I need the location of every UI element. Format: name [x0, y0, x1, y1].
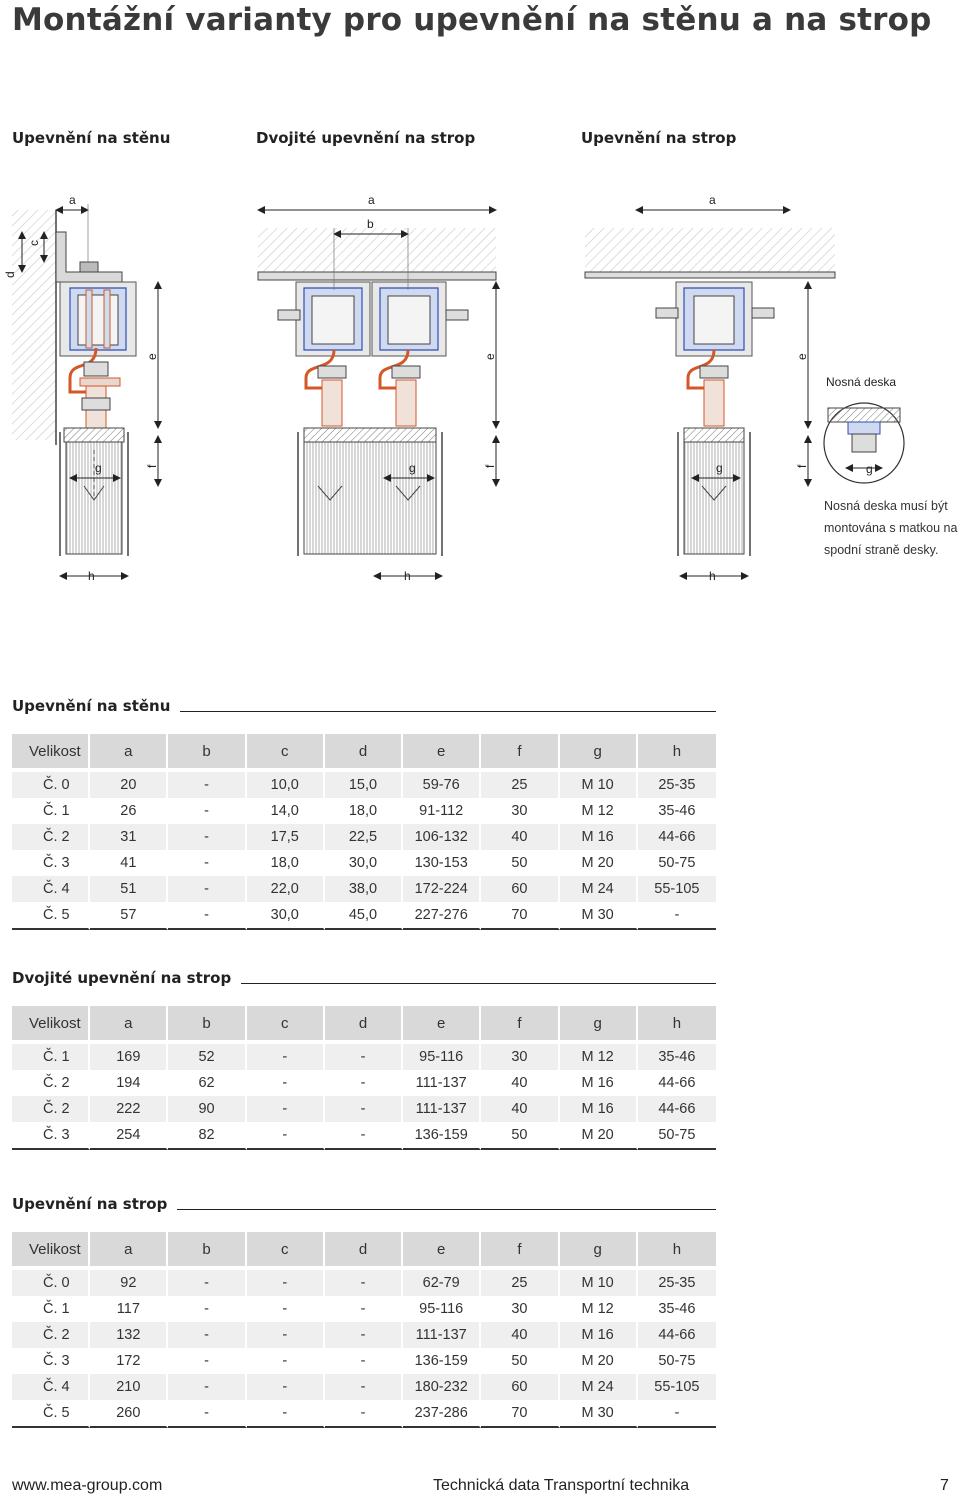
table-cell: 260: [90, 1400, 168, 1428]
table-cell: -: [168, 824, 246, 850]
double-ceiling-mount-figure: [258, 193, 497, 583]
column-header: e: [403, 734, 481, 768]
dim-label-e: e: [483, 353, 497, 360]
table-cell: 35-46: [658, 1301, 696, 1317]
table-cell: Č. 0: [12, 1270, 90, 1296]
column-header: b: [168, 734, 246, 768]
table-cell: 20: [90, 772, 168, 798]
column-header: e: [403, 1232, 481, 1266]
table-row: [12, 1096, 716, 1122]
column-header: c: [247, 1006, 325, 1040]
table-cell: 22,5: [325, 824, 403, 850]
table-cell: 55-105: [638, 876, 716, 902]
table-row: [12, 1044, 716, 1070]
table-row: [12, 1122, 716, 1150]
footer-page-number: 7: [940, 1477, 949, 1494]
table-cell: 136-159: [403, 1122, 481, 1150]
column-header: b: [168, 1006, 246, 1040]
table-cell: -: [247, 1044, 325, 1070]
table-cell: 44-66: [638, 1322, 716, 1348]
table-cell: 35-46: [658, 803, 696, 819]
dim-label-g: g: [716, 461, 723, 475]
table-header-row: [12, 1232, 716, 1266]
table-cell: 17,5: [247, 824, 325, 850]
column-header: d: [325, 1232, 403, 1266]
variant-label-double-ceiling: Dvojité upevnění na strop: [256, 129, 476, 147]
table-cell: Č. 2: [12, 1322, 90, 1348]
table-cell: -: [325, 1122, 403, 1150]
table-cell: -: [247, 1070, 325, 1096]
table-cell: -: [325, 1348, 403, 1374]
table-cell: Č. 2: [12, 1070, 90, 1096]
dim-label-a: a: [368, 193, 375, 207]
column-header: b: [168, 1232, 246, 1266]
table-cell: 50: [481, 1122, 559, 1150]
column-header: f: [481, 1232, 559, 1266]
table-cell: 111-137: [403, 1096, 481, 1122]
column-header: h: [638, 734, 716, 768]
table-cell: M 20: [560, 850, 638, 876]
column-header: d: [325, 1006, 403, 1040]
dim-label-h: h: [404, 569, 411, 583]
table-cell: 25-35: [638, 1270, 716, 1296]
table-cell: Č. 4: [12, 876, 90, 902]
table-cell: -: [638, 1400, 716, 1428]
variant-label-wall: Upevnění na stěnu: [12, 129, 171, 147]
dim-label-h: h: [709, 569, 716, 583]
column-header: a: [90, 1232, 168, 1266]
dim-label-h: h: [88, 569, 95, 583]
table-cell: 50-75: [658, 855, 696, 871]
table-cell: Č. 5: [12, 1400, 90, 1428]
table-cell: -: [325, 1270, 403, 1296]
dim-label-a: a: [69, 193, 76, 207]
table-cell: 44-66: [638, 1096, 716, 1122]
table-cell: 117: [90, 1296, 168, 1322]
table-cell: 57: [90, 902, 168, 930]
variant-label-ceiling: Upevnění na strop: [581, 129, 737, 147]
table-cell: 227-276: [403, 902, 481, 930]
table-cell: 50: [481, 850, 559, 876]
table-cell: 41: [90, 850, 168, 876]
table-cell: M 16: [560, 1096, 638, 1122]
table-cell: -: [325, 1322, 403, 1348]
table-cell: 44-66: [658, 1075, 696, 1091]
table-cell: 90: [168, 1096, 246, 1122]
table-cell: 169: [90, 1044, 168, 1070]
table-cell: -: [168, 1348, 246, 1374]
dim-label-g: g: [866, 462, 873, 476]
table-cell: 60: [481, 1374, 559, 1400]
footer-website[interactable]: www.mea-group.com: [12, 1477, 163, 1494]
table-cell: 50-75: [638, 1122, 716, 1150]
table-cell: 22,0: [247, 876, 325, 902]
table-cell: 38,0: [325, 876, 403, 902]
table-cell: 40: [481, 1096, 559, 1122]
table-cell: -: [247, 1096, 325, 1122]
table-cell: -: [325, 1296, 403, 1322]
table-cell: 70: [481, 1400, 559, 1428]
column-header: Velikost: [12, 1232, 90, 1266]
column-header: e: [403, 1006, 481, 1040]
table-cell: 70: [481, 902, 559, 930]
table-cell: 111-137: [403, 1322, 481, 1348]
table-cell: 50: [481, 1348, 559, 1374]
dim-label-b: b: [367, 217, 374, 231]
column-header: a: [90, 1006, 168, 1040]
table-cell: -: [325, 1400, 403, 1428]
dim-label-f: f: [483, 464, 497, 468]
table-cell: 30: [481, 1044, 559, 1070]
table-cell: Č. 1: [12, 1296, 90, 1322]
table-cell: 91-112: [403, 798, 481, 824]
table-cell: Č. 3: [12, 1122, 90, 1150]
table-cell: -: [638, 902, 716, 930]
table-row: [12, 1400, 716, 1428]
table-cell: 82: [168, 1122, 246, 1150]
table-cell: 30,0: [247, 902, 325, 930]
table-cell: 30: [481, 1296, 559, 1322]
table-cell: 172: [90, 1348, 168, 1374]
table-cell: 92: [90, 1270, 168, 1296]
column-header: g: [560, 734, 638, 768]
table-cell: Č. 3: [12, 1348, 90, 1374]
column-header: f: [481, 734, 559, 768]
support-plate-label: Nosná deska: [826, 375, 897, 389]
column-header: h: [638, 1232, 716, 1266]
table-cell: 210: [90, 1374, 168, 1400]
table-cell: -: [325, 1374, 403, 1400]
table-cell: 95-116: [403, 1296, 481, 1322]
table-cell: Č. 3: [12, 850, 90, 876]
table-row: [12, 798, 716, 824]
dim-label-e: e: [145, 353, 159, 360]
table-cell: 194: [90, 1070, 168, 1096]
table-cell: M 30: [560, 902, 638, 930]
table-cell: -: [247, 1296, 325, 1322]
table-cell: M 16: [560, 824, 638, 850]
table-cell: 50-75: [658, 1353, 696, 1369]
table-cell: -: [247, 1374, 325, 1400]
table-row: [12, 1070, 716, 1096]
column-header: c: [247, 734, 325, 768]
table-cell: -: [247, 1122, 325, 1150]
table-cell: -: [325, 1044, 403, 1070]
table-cell: 62-79: [403, 1270, 481, 1296]
table-cell: 222: [90, 1096, 168, 1122]
column-header: f: [481, 1006, 559, 1040]
spec-table-wall: [12, 734, 716, 930]
column-header: c: [247, 1232, 325, 1266]
table-cell: 45,0: [325, 902, 403, 930]
table-header-row: [12, 1006, 716, 1040]
table-cell: -: [168, 850, 246, 876]
table-cell: -: [168, 1296, 246, 1322]
ceiling-hatch: [585, 228, 835, 272]
table-row: [12, 1270, 716, 1296]
table-cell: 18,0: [325, 798, 403, 824]
table-row: [12, 1296, 716, 1322]
table-cell: 62: [168, 1070, 246, 1096]
table-cell: 30,0: [325, 850, 403, 876]
table-cell: 106-132: [403, 824, 481, 850]
table-cell: Č. 1: [12, 1044, 90, 1070]
spec-table-double-ceiling: [12, 1006, 716, 1150]
table-cell: Č. 2: [12, 1096, 90, 1122]
table-cell: 132: [90, 1322, 168, 1348]
table-cell: -: [168, 798, 246, 824]
dim-label-c: c: [27, 240, 41, 246]
table-cell: -: [168, 1270, 246, 1296]
table-cell: -: [325, 1096, 403, 1122]
table-cell: 25-35: [638, 772, 716, 798]
table-cell: 40: [481, 824, 559, 850]
dim-label-a: a: [709, 193, 716, 207]
table-cell: M 12: [560, 798, 638, 824]
table-row: [12, 850, 716, 876]
table-row: [12, 824, 716, 850]
table-cell: 136-159: [403, 1348, 481, 1374]
column-header: h: [638, 1006, 716, 1040]
table-cell: -: [168, 1322, 246, 1348]
table-cell: -: [247, 1270, 325, 1296]
page-title: Montážní varianty pro upevnění na stěnu a na strop: [12, 2, 932, 38]
table-cell: 172-224: [403, 876, 481, 902]
table-cell: 25: [481, 772, 559, 798]
table-cell: 18,0: [247, 850, 325, 876]
column-header: Velikost: [12, 1006, 90, 1040]
table-cell: M 20: [560, 1348, 638, 1374]
table-cell: M 16: [560, 1322, 638, 1348]
table-cell: 180-232: [403, 1374, 481, 1400]
table-cell: Č. 1: [12, 798, 90, 824]
table-title-double-ceiling: Dvojité upevnění na strop: [12, 969, 241, 987]
dim-label-e: e: [795, 353, 809, 360]
dim-label-f: f: [795, 464, 809, 468]
table-cell: -: [247, 1400, 325, 1428]
table-cell: M 30: [560, 1400, 638, 1428]
table-cell: 40: [481, 1070, 559, 1096]
table-title-ceiling: Upevnění na strop: [12, 1195, 177, 1213]
table-cell: 31: [90, 824, 168, 850]
table-cell: 59-76: [403, 772, 481, 798]
table-row: [12, 1374, 716, 1400]
table-row: [12, 876, 716, 902]
table-cell: 25: [481, 1270, 559, 1296]
table-cell: M 10: [560, 772, 638, 798]
column-header: Velikost: [12, 734, 90, 768]
table-cell: 10,0: [247, 772, 325, 798]
table-row: [12, 1322, 716, 1348]
table-cell: 15,0: [325, 772, 403, 798]
table-cell: Č. 2: [12, 824, 90, 850]
dim-label-f: f: [145, 464, 159, 468]
dim-label-d: d: [3, 271, 17, 278]
table-title-wall: Upevnění na stěnu: [12, 697, 180, 715]
table-cell: 44-66: [638, 824, 716, 850]
table-cell: -: [168, 772, 246, 798]
column-header: g: [560, 1006, 638, 1040]
table-cell: 254: [90, 1122, 168, 1150]
table-cell: -: [168, 902, 246, 930]
table-cell: 60: [481, 876, 559, 902]
table-cell: -: [247, 1322, 325, 1348]
table-cell: M 20: [560, 1122, 638, 1150]
table-cell: M 24: [560, 1374, 638, 1400]
ceiling-hatch: [258, 228, 496, 272]
column-header: g: [560, 1232, 638, 1266]
table-cell: M 24: [560, 876, 638, 902]
dim-label-g: g: [409, 461, 416, 475]
spec-table-ceiling: [12, 1232, 716, 1428]
table-cell: Č. 4: [12, 1374, 90, 1400]
wall-mount-figure: [3, 193, 159, 583]
table-cell: M 10: [560, 1270, 638, 1296]
table-cell: 237-286: [403, 1400, 481, 1428]
table-cell: M 12: [560, 1044, 638, 1070]
table-cell: 30: [481, 798, 559, 824]
table-cell: 95-116: [403, 1044, 481, 1070]
table-cell: 35-46: [638, 1044, 716, 1070]
table-cell: -: [247, 1348, 325, 1374]
table-cell: 52: [168, 1044, 246, 1070]
table-row: [12, 772, 716, 798]
column-header: d: [325, 734, 403, 768]
table-cell: M 12: [560, 1296, 638, 1322]
table-cell: -: [168, 1374, 246, 1400]
table-cell: 40: [481, 1322, 559, 1348]
mounting-diagram: [0, 160, 960, 590]
table-row: [12, 902, 716, 930]
table-header-row: [12, 734, 716, 768]
table-cell: 26: [90, 798, 168, 824]
support-plate-note: Nosná deska musí být montována s matkou na spodní straně desky.: [824, 499, 958, 557]
table-cell: Č. 0: [12, 772, 90, 798]
table-row: [12, 1348, 716, 1374]
table-cell: Č. 5: [12, 902, 90, 930]
column-header: a: [90, 734, 168, 768]
table-cell: 51: [90, 876, 168, 902]
table-cell: 130-153: [403, 850, 481, 876]
footer-subtitle: Technická data Transportní technika: [433, 1477, 690, 1494]
table-cell: -: [168, 876, 246, 902]
table-cell: 111-137: [403, 1070, 481, 1096]
dim-label-g: g: [95, 461, 102, 475]
table-cell: 14,0: [247, 798, 325, 824]
table-cell: M 16: [560, 1070, 638, 1096]
table-cell: -: [168, 1400, 246, 1428]
table-cell: 55-105: [638, 1374, 716, 1400]
table-cell: -: [325, 1070, 403, 1096]
